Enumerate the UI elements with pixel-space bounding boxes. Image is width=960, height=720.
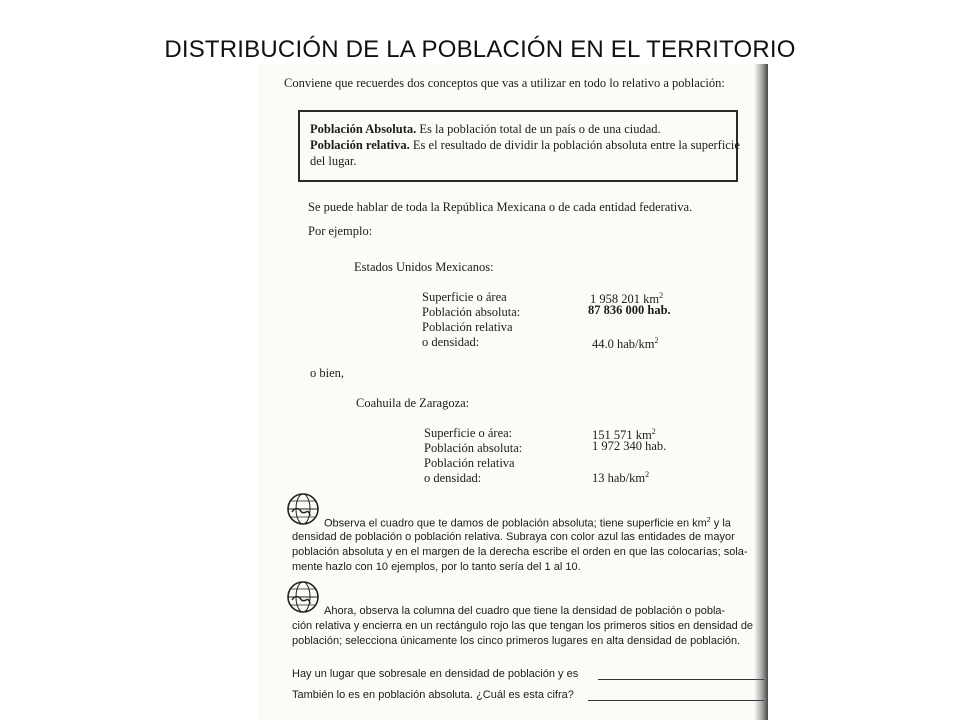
- question-2: También lo es en población absoluta. ¿Cuál es esta cifra?: [292, 689, 574, 701]
- mexico-label-1: Población absoluta:: [422, 305, 521, 319]
- coahuila-value-0: 151 571 $km^2$: [592, 427, 656, 443]
- mexico-value-0: 1 958 201 $km^2$: [590, 291, 664, 307]
- def-relativa-cont: del lugar.: [310, 154, 357, 168]
- coahuila-label-3: o densidad:: [424, 471, 482, 485]
- def-relativa-text: Es el resultado de dividir la población absoluta entre la superficie: [412, 138, 740, 152]
- slide-title: DISTRIBUCIÓN DE LA POBLACIÓN EN EL TERRITORIO: [164, 36, 796, 63]
- mexico-value-1: 87 836 000 hab.: [588, 303, 671, 317]
- coahuila-value-1: 1 972 340 hab.: [592, 439, 667, 453]
- globe-icon: [286, 580, 320, 614]
- coahuila-value-3: 13 hab/$km^2$: [592, 470, 650, 486]
- por-ejemplo-text: Por ejemplo:: [308, 224, 373, 238]
- def-absoluta: [310, 122, 661, 137]
- hablar-text: Se puede hablar de toda la República Mexicana o de cada entidad federativa.: [308, 200, 693, 214]
- answer-line-2[interactable]: [588, 700, 764, 701]
- def-relativa-term: Población relativa.: [310, 138, 410, 152]
- definitions-box: [298, 110, 738, 182]
- activity2-line3: población; selecciona únicamente los cinco primeros lugares en alta densidad de población.: [292, 635, 741, 647]
- def-relativa: [310, 138, 740, 153]
- scanned-page: [258, 64, 768, 720]
- intro-text: Conviene que recuerdes dos conceptos que vas a utilizar en todo lo relativo a población:: [284, 76, 725, 90]
- o-bien-text: o bien,: [310, 366, 345, 380]
- activity2-line1: Ahora, observa la columna del cuadro que tiene la densidad de población o pobla-: [324, 605, 726, 617]
- question-1: Hay un lugar que sobresale en densidad de población y es: [292, 668, 579, 680]
- globe-icon: [286, 492, 320, 526]
- coahuila-label-0: Superficie o área:: [424, 426, 513, 440]
- activity1-line3: población absoluta y en el margen de la derecha escribe el orden en que las colocarías; sola-: [292, 546, 748, 558]
- def-absoluta-term: Población Absoluta.: [310, 122, 417, 136]
- activity1-line2: densidad de población o población relativa. Subraya con color azul las entidades de mayor: [292, 531, 735, 543]
- mexico-heading: Estados Unidos Mexicanos:: [354, 260, 494, 274]
- activity1-line4: mente hazlo con 10 ejemplos, por lo tanto sería del 1 al 10.: [292, 561, 581, 573]
- mexico-label-3: o densidad:: [422, 335, 480, 349]
- coahuila-label-1: Población absoluta:: [424, 441, 523, 455]
- activity2-line2: ción relativa y encierra en un rectángulo rojo las que tengan los primeros sitios en densidad de: [292, 620, 754, 632]
- def-absoluta-text: Es la población total de un país o de una ciudad.: [419, 122, 661, 136]
- activity1-line1: Observa el cuadro que te damos de población absoluta; tiene superficie en $km^2$ y la: [324, 517, 731, 530]
- mexico-value-3: 44.0 hab/$km^2$: [592, 336, 659, 352]
- answer-line-1[interactable]: [598, 679, 764, 680]
- mexico-label-2: Población relativa: [422, 320, 513, 334]
- mexico-label-0: Superficie o área: [422, 290, 507, 304]
- coahuila-heading: Coahuila de Zaragoza:: [356, 396, 470, 410]
- page-edge-shadow: [754, 64, 768, 720]
- coahuila-label-2: Población relativa: [424, 456, 515, 470]
